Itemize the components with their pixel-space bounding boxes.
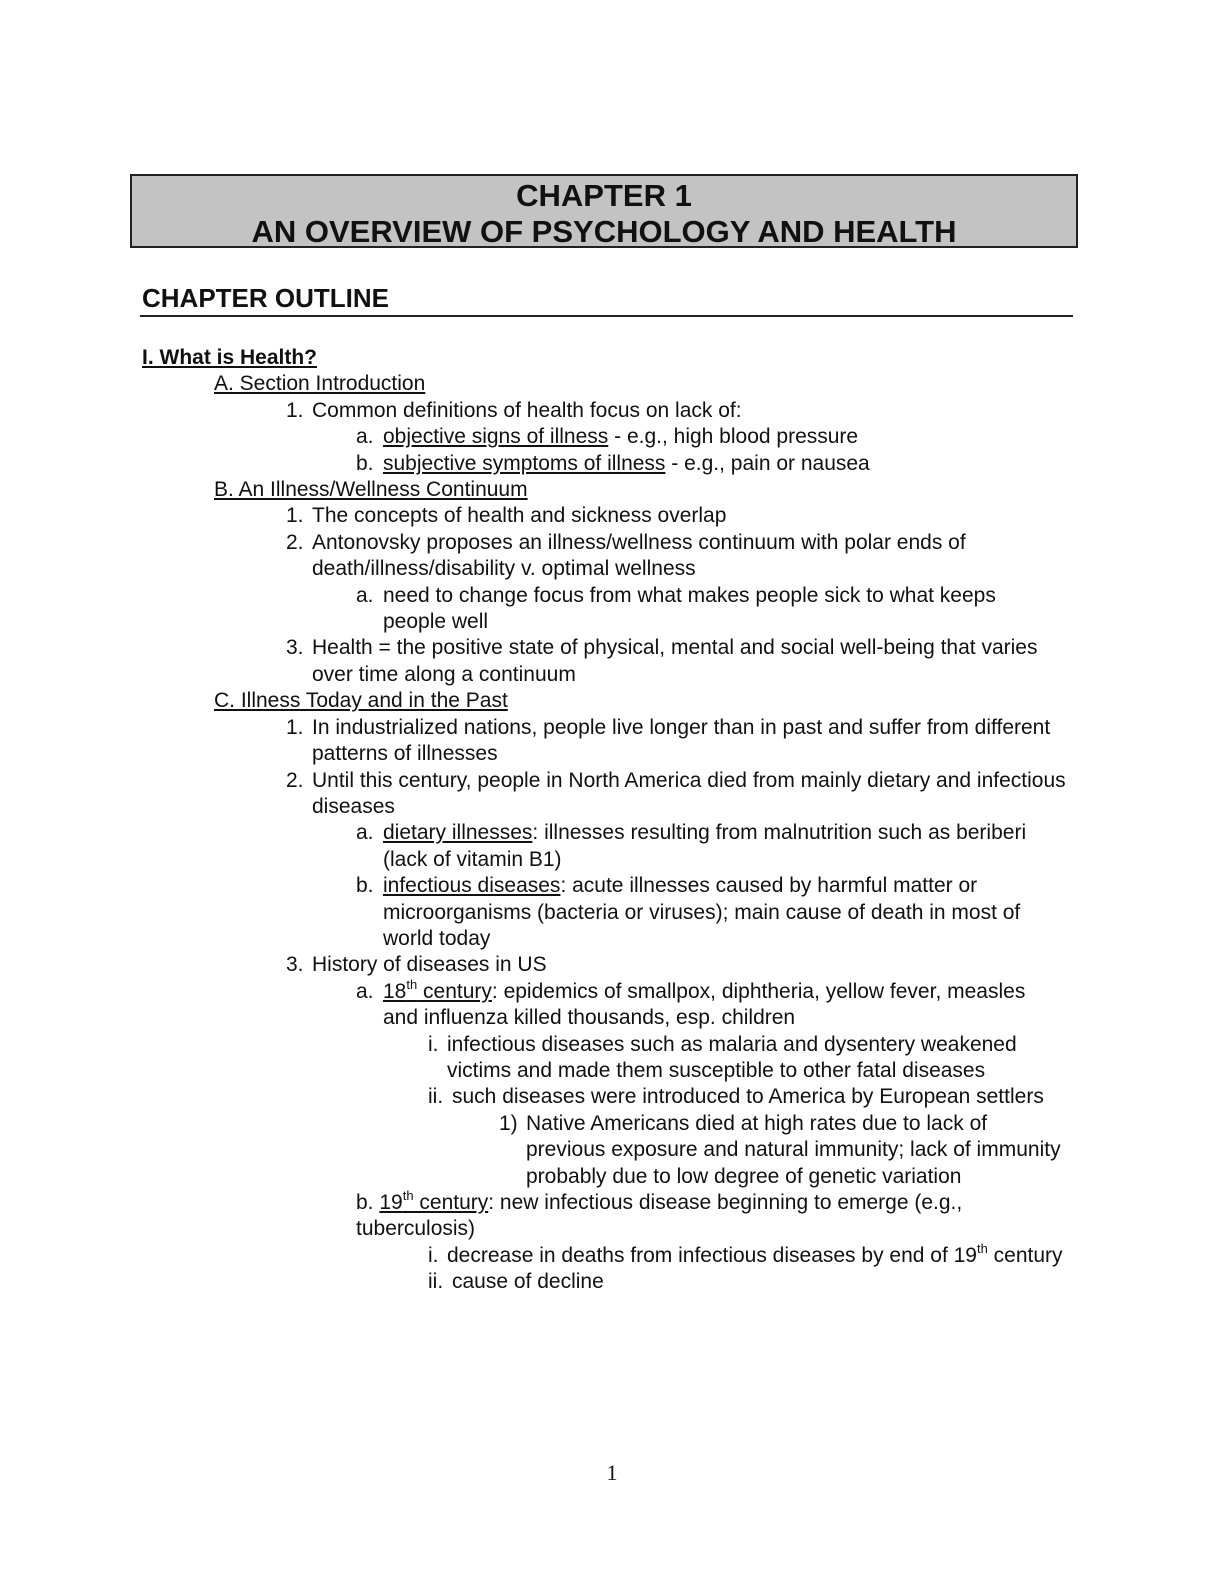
list-item xyxy=(428,1269,1082,1295)
list-marker: 3. xyxy=(286,636,304,660)
list-text: Health = the positive state of physical, mental and social well-being that varies over time along a continuum xyxy=(312,636,1038,686)
list-marker: a. xyxy=(356,425,374,449)
list-text: need to change focus from what makes people sick to what keeps people well xyxy=(383,583,996,634)
list-item xyxy=(428,1240,1082,1269)
term-description: : new infectious disease beginning to emerge (e.g., tuberculosis) xyxy=(356,1191,963,1241)
list-marker: 2. xyxy=(286,768,304,792)
list-marker: ii. xyxy=(428,1270,444,1294)
list-item xyxy=(428,1032,1082,1085)
term-superscript: th xyxy=(402,1188,414,1203)
list-text xyxy=(383,451,870,477)
term-description: : acute illnesses caused by harmful matter or microorganisms (bacteria or viruses); main cause of death in most of world today xyxy=(383,874,1021,950)
list-item xyxy=(356,424,1082,450)
term-word: century xyxy=(417,979,492,1003)
chapter-title: AN OVERVIEW OF PSYCHOLOGY AND HEALTH xyxy=(251,214,957,249)
subsection-b-label: B. An Illness/Wellness Continuum xyxy=(214,478,528,502)
list-marker: 1. xyxy=(286,398,304,422)
chapter-number: CHAPTER 1 xyxy=(516,178,692,213)
list-item xyxy=(286,398,1082,424)
chapter-outline xyxy=(142,345,1082,1296)
outline-heading: CHAPTER OUTLINE xyxy=(142,283,389,313)
list-text: such diseases were introduced to America by European settlers xyxy=(452,1085,1044,1109)
section-i-label: I. What is Health? xyxy=(142,346,318,369)
outline-divider xyxy=(140,315,1073,317)
list-item xyxy=(356,873,1082,952)
list-text-superscript: th xyxy=(976,1240,988,1256)
list-marker: a. xyxy=(356,583,374,607)
list-text xyxy=(356,1190,1056,1243)
list-marker: b. xyxy=(356,874,374,898)
list-item xyxy=(356,451,1082,477)
list-text: Until this century, people in North America died from mainly dietary and infectious diseases xyxy=(312,768,1066,818)
list-marker: a. xyxy=(356,979,374,1003)
list-marker: b. xyxy=(356,1191,374,1214)
term-description: - e.g., high blood pressure xyxy=(608,425,859,449)
term-description: : illnesses resulting from malnutrition such as beriberi (lack of vitamin B1) xyxy=(383,821,1027,871)
list-item xyxy=(286,715,1082,768)
list-marker: 1) xyxy=(499,1111,518,1135)
list-text xyxy=(383,873,1063,952)
list-item xyxy=(356,1190,1082,1243)
term xyxy=(383,976,492,1003)
subsection-heading xyxy=(214,477,1082,503)
term-number: 19 xyxy=(379,1191,403,1214)
list-item xyxy=(356,583,1082,636)
subsection-c-label: C. Illness Today and in the Past xyxy=(214,689,508,713)
list-text-tail: century xyxy=(987,1243,1063,1267)
list-marker: 3. xyxy=(286,953,304,977)
list-text: Native Americans died at high rates due to lack of previous exposure and natural immunity; lack of immunity probably due to low degree of genetic variation xyxy=(526,1111,1061,1188)
list-text: In industrialized nations, people live longer than in past and suffer from different patterns of illnesses xyxy=(312,715,1051,766)
section-heading xyxy=(142,345,1082,371)
term: dietary illnesses xyxy=(383,821,533,845)
list-marker: b. xyxy=(356,451,374,475)
list-text: History of diseases in US xyxy=(312,953,547,977)
list-text: infectious diseases such as malaria and dysentery weakened victims and made them susceptible to other fatal diseases xyxy=(447,1032,1017,1082)
subsection-a-label: A. Section Introduction xyxy=(214,372,426,396)
term: objective signs of illness xyxy=(383,425,609,449)
list-text xyxy=(447,1240,1077,1269)
list-marker: i. xyxy=(428,1032,439,1056)
list-item xyxy=(286,530,1082,583)
list-item xyxy=(356,976,1082,1032)
list-item xyxy=(356,820,1082,873)
term-description: - e.g., pain or nausea xyxy=(665,451,870,475)
list-marker: 1. xyxy=(286,504,304,528)
list-marker: i. xyxy=(428,1243,439,1267)
term: infectious diseases xyxy=(383,874,561,898)
list-marker: 2. xyxy=(286,530,304,554)
term-description: : epidemics of smallpox, diphtheria, yellow fever, measles and influenza killed thousands, esp. children xyxy=(383,979,1026,1030)
subsection-heading xyxy=(214,688,1082,714)
list-item xyxy=(499,1111,1082,1190)
list-marker: a. xyxy=(356,821,374,845)
list-text-main: decrease in deaths from infectious diseases by end of 19 xyxy=(447,1243,977,1267)
list-text: Antonovsky proposes an illness/wellness continuum with polar ends of death/illness/disability v. optimal wellness xyxy=(312,530,966,581)
term-word: century xyxy=(413,1191,489,1214)
list-item xyxy=(428,1084,1082,1110)
list-text xyxy=(383,820,1043,873)
term xyxy=(379,1188,489,1214)
list-text: cause of decline xyxy=(452,1270,604,1294)
page-number: 1 xyxy=(606,1460,618,1485)
subsection-heading xyxy=(214,371,1082,397)
list-text xyxy=(383,424,858,450)
term: subjective symptoms of illness xyxy=(383,451,666,475)
term-number: 18 xyxy=(383,979,407,1003)
list-item xyxy=(286,635,1082,688)
list-item xyxy=(286,503,1082,529)
list-marker: ii. xyxy=(428,1085,444,1109)
list-marker: 1. xyxy=(286,715,304,739)
chapter-title-box xyxy=(130,174,1078,248)
list-text xyxy=(383,976,1043,1032)
list-text: Common definitions of health focus on lack of: xyxy=(312,398,742,422)
term-superscript: th xyxy=(406,976,418,992)
list-item xyxy=(286,952,1082,978)
list-item xyxy=(286,768,1082,821)
list-text: The concepts of health and sickness overlap xyxy=(312,504,727,528)
